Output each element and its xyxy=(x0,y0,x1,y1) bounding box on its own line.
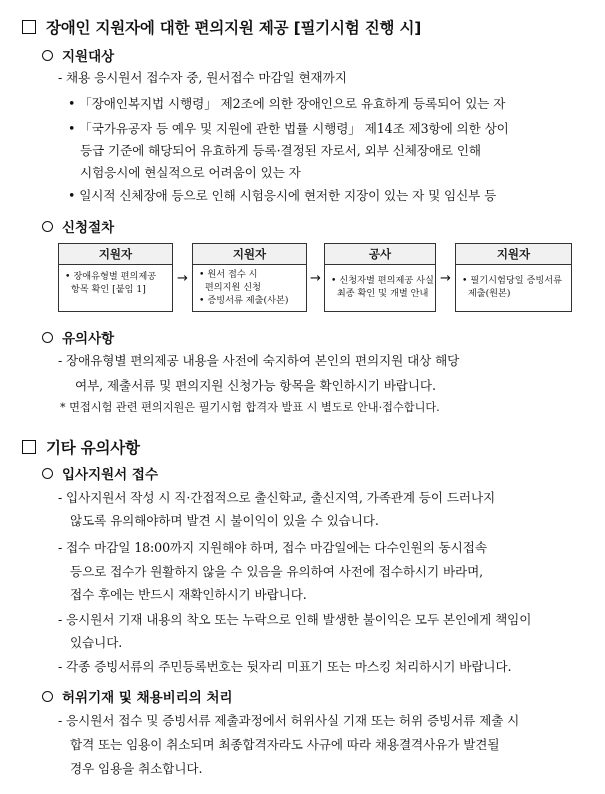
flow-step-1-actor: 지원자 xyxy=(58,243,173,265)
caution-line-2: 여부, 제출서류 및 편의지원 신청가능 항목을 확인하시기 바랍니다. xyxy=(75,378,436,393)
flow-step-1-body xyxy=(58,264,173,312)
checkbox-square-icon xyxy=(22,440,36,454)
subheading-text: 지원대상 xyxy=(62,49,115,65)
subheading-procedure xyxy=(42,216,114,236)
flow-step-3-item: 최종 확인 및 개별 안내 xyxy=(331,288,429,299)
falsehood-line-3: 경우 임용을 취소합니다. xyxy=(70,761,203,776)
subheading-falsehood xyxy=(42,686,233,706)
subheading-text: 신청절차 xyxy=(62,220,115,236)
target-bullet-2: • 「국가유공자 등 예우 및 지원에 관한 법률 시행령」 제14조 제3항에 의한 상이 xyxy=(68,121,509,136)
section-title-disability-support xyxy=(22,16,421,38)
application-line-5: 접수 후에는 반드시 재확인하시기 바랍니다. xyxy=(70,587,307,602)
flow-step-4-body xyxy=(455,264,572,312)
circle-bullet-icon xyxy=(42,691,53,702)
subheading-text: 유의사항 xyxy=(62,331,115,347)
flow-arrow-icon: → xyxy=(440,271,451,286)
flow-step-2-item: • 증빙서류 제출(사본) xyxy=(199,295,289,306)
application-line-6: - 응시원서 기재 내용의 착오 또는 누락으로 인해 발생한 불이익은 모두 본인에게 책임이 xyxy=(58,612,532,627)
flow-step-2-actor: 지원자 xyxy=(192,243,307,265)
subheading-text: 입사지원서 접수 xyxy=(62,467,158,483)
section-title-text: 기타 유의사항 xyxy=(46,439,140,457)
flow-step-2-item: • 원서 접수 시 xyxy=(199,269,258,280)
flow-step-4-item: • 필기시험당일 증빙서류 xyxy=(462,275,563,286)
flow-step-2-item: 편의지원 신청 xyxy=(199,282,262,293)
subheading-target xyxy=(42,45,114,65)
flow-step-4-item: 제출(원본) xyxy=(462,288,511,299)
falsehood-line-2: 합격 또는 임용이 취소되며 최종합격자라도 사규에 따라 채용결격사유가 발견될 xyxy=(70,737,500,752)
flow-step-3-body xyxy=(324,264,436,312)
caution-line-1: - 장애유형별 편의제공 내용을 사전에 숙지하여 본인의 편의지원 대상 해당 xyxy=(58,353,460,368)
application-line-3: - 접수 마감일 18:00까지 지원해야 하며, 접수 마감일에는 다수인원의 동시접속 xyxy=(58,540,487,555)
falsehood-line-1: - 응시원서 접수 및 증빙서류 제출과정에서 허위사실 기재 또는 허위 증빙서류 제출 시 xyxy=(58,713,520,728)
application-line-8: - 각종 증빙서류의 주민등록번호는 뒷자리 미표기 또는 마스킹 처리하시기 바랍니다. xyxy=(58,659,512,674)
subheading-text: 허위기재 및 채용비리의 처리 xyxy=(62,690,233,706)
flow-step-3-actor: 공사 xyxy=(324,243,436,265)
application-line-2: 않도록 유의해야하며 발견 시 불이익이 있을 수 있습니다. xyxy=(70,513,379,528)
caution-note: * 면접시험 관련 편의지원은 필기시험 합격자 발표 시 별도로 안내·접수합니다. xyxy=(60,401,440,414)
checkbox-square-icon xyxy=(22,20,36,34)
flow-step-3-item: • 신청자별 편의제공 사실 xyxy=(331,275,434,286)
circle-bullet-icon xyxy=(42,468,53,479)
flow-step-1-item: 항목 확인 [붙임 1] xyxy=(65,284,146,295)
application-line-4: 등으로 접수가 원활하지 않을 수 있음을 유의하여 사전에 접수하시기 바라며, xyxy=(70,564,484,579)
flow-arrow-icon: → xyxy=(310,271,321,286)
application-line-1: - 입사지원서 작성 시 직·간접적으로 출신학교, 출신지역, 가족관계 등이 드러나지 xyxy=(58,490,496,505)
flow-step-4-actor: 지원자 xyxy=(455,243,572,265)
target-lead: - 채용 응시원서 접수자 중, 원서접수 마감일 현재까지 xyxy=(58,70,347,85)
application-line-7: 있습니다. xyxy=(70,635,123,650)
circle-bullet-icon xyxy=(42,50,53,61)
flow-arrow-icon: → xyxy=(177,271,188,286)
flow-step-1-item: • 장애유형별 편의제공 xyxy=(65,271,157,282)
target-bullet-2-cont2: 시험응시에 현실적으로 어려움이 있는 자 xyxy=(80,165,301,180)
section-title-text: 장애인 지원자에 대한 편의지원 제공 [필기시험 진행 시] xyxy=(46,19,422,37)
subheading-caution xyxy=(42,327,114,347)
circle-bullet-icon xyxy=(42,332,53,343)
section-title-other-notes xyxy=(22,436,140,458)
target-bullet-2-cont: 등급 기준에 해당되어 유효하게 등록·결정된 자로서, 외부 신체장애로 인해 xyxy=(80,143,481,158)
circle-bullet-icon xyxy=(42,221,53,232)
target-bullet-1: • 「장애인복지법 시행령」 제2조에 의한 장애인으로 유효하게 등록되어 있는 자 xyxy=(68,96,506,111)
target-bullet-3: • 일시적 신체장애 등으로 인해 시험응시에 현저한 지장이 있는 자 및 임신부 등 xyxy=(68,188,497,203)
subheading-application xyxy=(42,463,158,483)
flow-step-2-body xyxy=(192,264,307,312)
